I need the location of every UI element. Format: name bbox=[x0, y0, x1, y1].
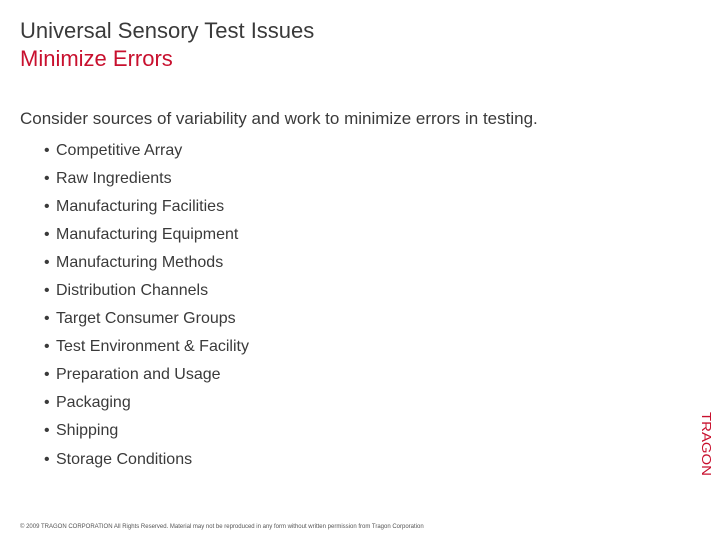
bullet-text: Distribution Channels bbox=[56, 282, 209, 299]
copyright-footer: © 2009 TRAGON CORPORATION All Rights Reserved. Material may not be reproduced in any form without written permission from Tragon Corporation bbox=[20, 524, 424, 530]
bullet-text: Test Environment & Facility bbox=[56, 338, 249, 355]
bullet-icon: • bbox=[44, 338, 50, 355]
list-item bbox=[44, 361, 249, 389]
bullet-text: Manufacturing Methods bbox=[56, 254, 224, 271]
bullet-text: Preparation and Usage bbox=[56, 366, 221, 383]
bullet-text: Manufacturing Equipment bbox=[56, 226, 239, 243]
bullet-icon: • bbox=[44, 366, 50, 383]
list-item bbox=[44, 333, 249, 361]
list-item bbox=[44, 249, 249, 277]
list-item bbox=[44, 305, 249, 333]
bullet-icon: • bbox=[44, 451, 50, 468]
bullet-text: Storage Conditions bbox=[56, 451, 193, 468]
list-item bbox=[44, 221, 249, 249]
list-item bbox=[44, 137, 249, 165]
bullet-text: Competitive Array bbox=[56, 142, 183, 159]
bullet-icon: • bbox=[44, 310, 50, 327]
list-item bbox=[44, 165, 249, 193]
bullet-icon: • bbox=[44, 422, 50, 439]
list-item bbox=[44, 417, 249, 445]
tragon-logo bbox=[696, 411, 718, 477]
bullet-list bbox=[44, 137, 249, 474]
list-item bbox=[44, 193, 249, 221]
bullet-icon: • bbox=[44, 198, 50, 215]
bullet-icon: • bbox=[44, 226, 50, 243]
list-item bbox=[44, 446, 249, 474]
bullet-text: Target Consumer Groups bbox=[56, 310, 236, 327]
bullet-text: Shipping bbox=[56, 422, 119, 439]
bullet-icon: • bbox=[44, 142, 50, 159]
slide-title: Universal Sensory Test Issues bbox=[20, 18, 315, 43]
bullet-icon: • bbox=[44, 254, 50, 271]
list-item bbox=[44, 277, 249, 305]
bullet-icon: • bbox=[44, 170, 50, 187]
list-item bbox=[44, 389, 249, 417]
tragon-logo-text: TRAGON bbox=[699, 412, 714, 468]
bullet-text: Packaging bbox=[56, 394, 131, 411]
bullet-icon: • bbox=[44, 394, 50, 411]
slide-subtitle: Minimize Errors bbox=[20, 46, 173, 71]
bullet-text: Raw Ingredients bbox=[56, 170, 172, 187]
intro-text: Consider sources of variability and work to minimize errors in testing. bbox=[20, 109, 538, 128]
bullet-icon: • bbox=[44, 282, 50, 299]
bullet-text: Manufacturing Facilities bbox=[56, 198, 225, 215]
